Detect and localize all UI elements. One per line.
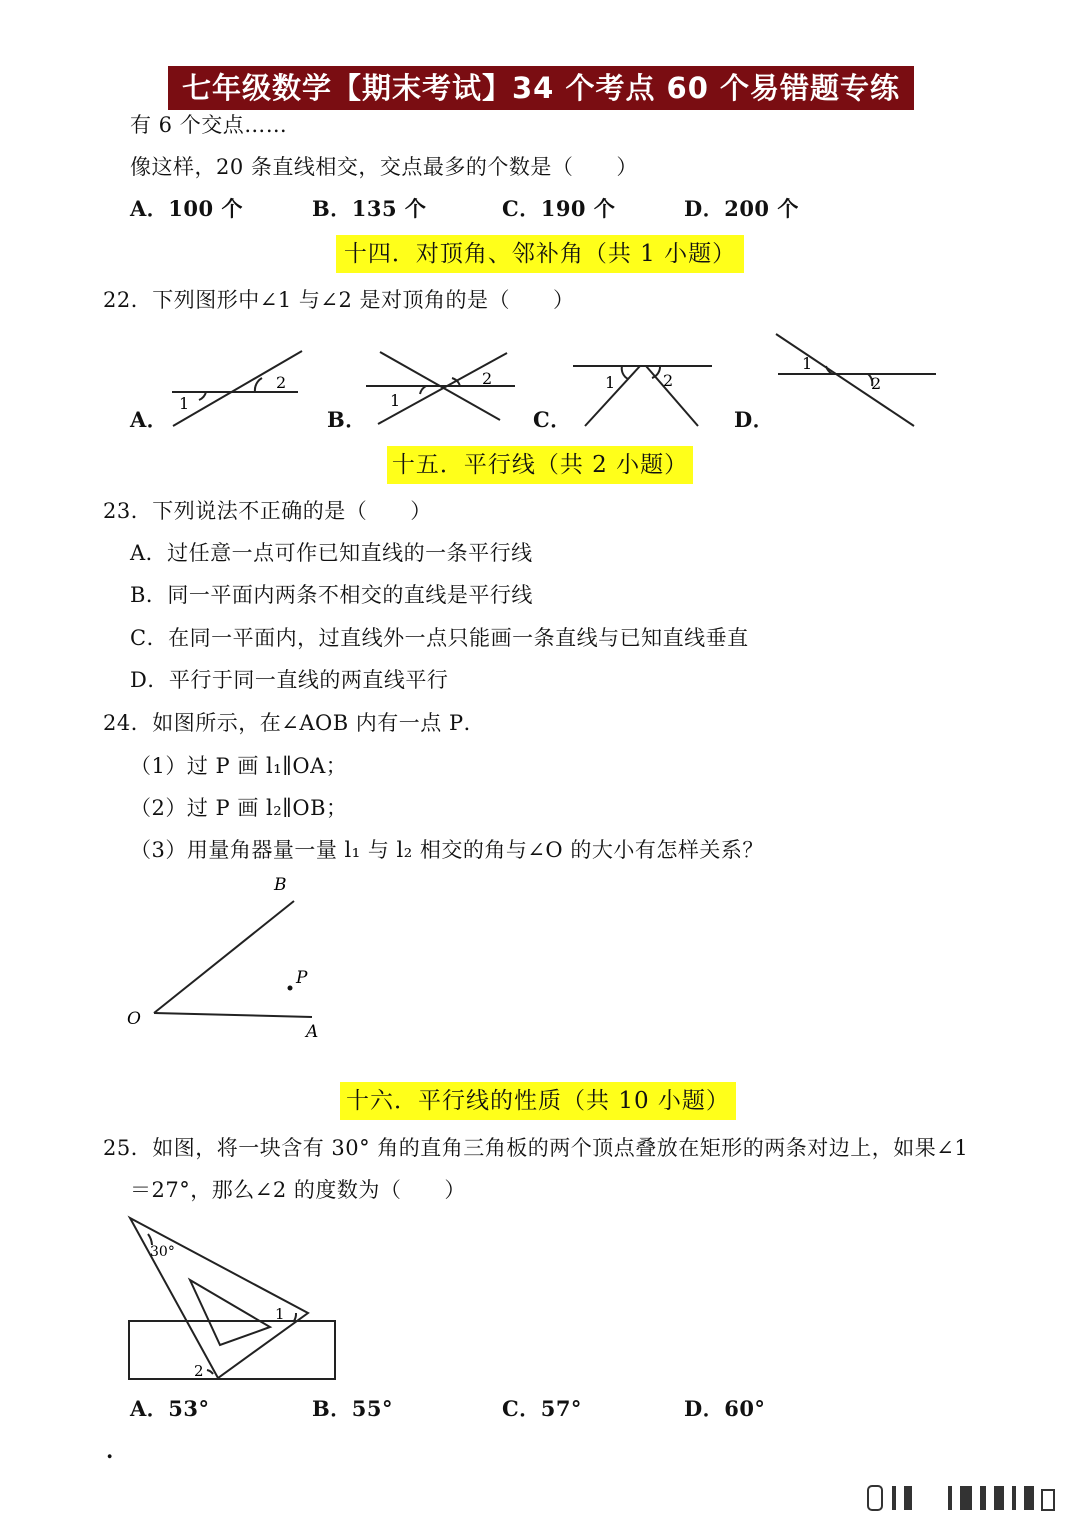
section-heading-14: 十四．对顶角、邻补角（共 1 小题） xyxy=(336,235,744,273)
q21-option-b: B．135 个 xyxy=(312,196,427,221)
q25-option-d: D．60° xyxy=(684,1396,766,1421)
q22-d-angle2-label: 2 xyxy=(871,374,882,393)
q23-stem: 23．下列说法不正确的是（ ） xyxy=(103,499,432,523)
q22-figure-c xyxy=(573,366,712,426)
q25-option-c: C．57° xyxy=(502,1396,582,1421)
q21-line1: 有 6 个交点…… xyxy=(130,113,288,137)
q24-stem: 24．如图所示，在∠AOB 内有一点 P． xyxy=(103,711,486,735)
q21-option-a: A．100 个 xyxy=(130,196,243,221)
q22-a-angle2-label: 2 xyxy=(276,373,287,392)
q23-option-b: B．同一平面内两条不相交的直线是平行线 xyxy=(130,583,533,607)
q24-figure xyxy=(100,870,360,1050)
q22-figure-d xyxy=(776,334,936,426)
label-p: P xyxy=(296,968,308,988)
q24-sub3: （3）用量角器量一量 l₁ 与 l₂ 相交的角与∠O 的大小有怎样关系？ xyxy=(130,838,764,862)
q24-sub2: （2）过 P 画 l₂∥OB； xyxy=(130,796,348,820)
label-angle2: 2 xyxy=(194,1362,204,1380)
label-angle1: 1 xyxy=(275,1305,285,1323)
q23-option-d: D．平行于同一直线的两直线平行 xyxy=(130,668,449,692)
q22-option-d-label: D． xyxy=(734,407,775,432)
triangle-ruler-inner xyxy=(190,1280,270,1345)
page-title: 七年级数学【期末考试】34 个考点 60 个易错题专练 xyxy=(168,66,914,110)
q22-stem: 22．下列图形中∠1 与∠2 是对顶角的是（ ） xyxy=(103,288,575,312)
label-b: B xyxy=(274,875,287,895)
section-heading-16: 十六．平行线的性质（共 10 小题） xyxy=(340,1082,736,1120)
q25-option-b: B．55° xyxy=(312,1396,393,1421)
q24-sub1: （1）过 P 画 l₁∥OA； xyxy=(130,754,348,778)
q22-c-angle2-label: 2 xyxy=(663,371,674,390)
footer-dot: . xyxy=(106,1438,114,1463)
q21-option-d: D．200 个 xyxy=(684,196,799,221)
q25-option-a: A．53° xyxy=(130,1396,210,1421)
point-p xyxy=(288,986,293,991)
q22-b-angle1-label: 1 xyxy=(390,391,401,410)
label-a: A xyxy=(306,1022,319,1042)
rectangle xyxy=(129,1321,335,1379)
q22-c-angle1-label: 1 xyxy=(605,373,616,392)
q23-option-c: C．在同一平面内，过直线外一点只能画一条直线与已知直线垂直 xyxy=(130,626,749,650)
q22-b-angle2-label: 2 xyxy=(482,369,493,388)
q22-figure-b xyxy=(366,352,515,424)
q21-line2: 像这样，20 条直线相交，交点最多的个数是（ ） xyxy=(130,155,638,179)
q21-option-c: C．190 个 xyxy=(502,196,616,221)
q25-stem-line1: 25．如图，将一块含有 30° 角的直角三角板的两个顶点叠放在矩形的两条对边上，如果∠1 xyxy=(103,1136,969,1160)
q23-option-a: A．过任意一点可作已知直线的一条平行线 xyxy=(130,541,533,565)
q25-figure xyxy=(120,1210,350,1385)
q22-option-c-label: C． xyxy=(533,407,572,432)
q22-option-a-label: A． xyxy=(130,407,169,432)
label-o: O xyxy=(127,1009,141,1029)
label-30-degrees: 30° xyxy=(150,1244,175,1260)
q22-d-angle1-label: 1 xyxy=(802,354,813,373)
q22-option-b-label: B． xyxy=(327,407,367,432)
q22-a-angle1-label: 1 xyxy=(179,394,190,413)
q25-stem-line2: ＝27°，那么∠2 的度数为（ ） xyxy=(130,1178,466,1202)
watermark-logo xyxy=(864,1480,1064,1520)
section-heading-15: 十五．平行线（共 2 小题） xyxy=(387,446,693,484)
